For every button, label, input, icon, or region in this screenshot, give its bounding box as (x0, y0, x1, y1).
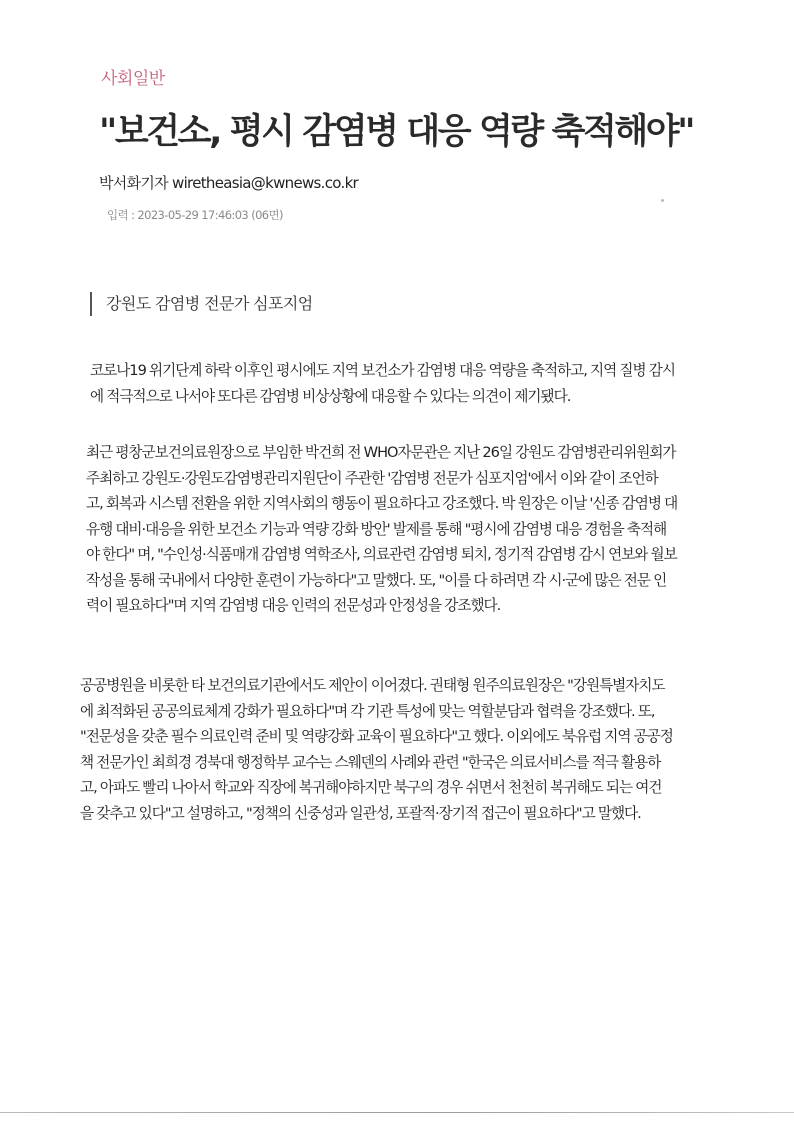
paragraph-line: 에 최적화된 공공의료체계 강화가 필요하다"며 각 기관 특성에 맞는 역할분담과 협력을 강조했다. 또, (80, 702, 655, 720)
article-paragraph-2 (86, 440, 736, 619)
paragraph-line: 에 적극적으로 나서야 또다른 감염병 비상상황에 대응할 수 있다는 의견이 제기됐다. (90, 387, 571, 405)
paragraph-line: 유행 대비·대응을 위한 보건소 기능과 역량 강화 방안' 발제를 통해 "평시에 감염병 대응 경험을 축적해 (86, 520, 667, 538)
paragraph-line: 을 갖추고 있다"고 설명하고, "정책의 신중성과 일관성, 포괄적·장기적 접근이 필요하다"고 말했다. (80, 804, 641, 822)
paragraph-line: 코로나19 위기단계 하락 이후인 평시에도 지역 보건소가 감염병 대응 역량을 축적하고, 지역 질병 감시 (90, 362, 675, 379)
paragraph-line: 주최하고 강원도·강원도감염병관리지원단이 주관한 '감염병 전문가 심포지엄'에서 이와 같이 조언하 (86, 469, 658, 487)
paragraph-line: 공공병원을 비롯한 타 보건의료기관에서도 제안이 이어졌다. 권태형 원주의료원장은 "강원특별자치도 (80, 677, 665, 694)
article-paragraph-3 (80, 673, 730, 826)
paragraph-line: 고, 회복과 시스템 전환을 위한 지역사회의 행동이 필요하다고 강조했다. 박 원장은 이날 '신종 감염병 대 (86, 495, 678, 512)
scan-speck (661, 199, 664, 202)
article-headline: "보건소, 평시 감염병 대응 역량 축적해야" (99, 112, 694, 152)
paragraph-line: 력이 필요하다"며 지역 감염병 대응 인력의 전문성과 안정성을 강조했다. (86, 597, 501, 614)
article-subhead: 강원도 감염병 전문가 심포지엄 (90, 292, 313, 316)
article-paragraph-1 (90, 358, 740, 409)
paragraph-line: "전문성을 갖춘 필수 의료인력 준비 및 역량강화 교육이 필요하다"고 했다. 이외에도 북유럽 지역 공공정 (80, 728, 673, 745)
paragraph-line: 작성을 통해 국내에서 다양한 훈련이 가능하다"고 말했다. 또, "이를 다 하려면 각 시·군에 많은 전문 인 (86, 571, 667, 589)
paragraph-line: 야 한다" 며, "수인성·식품매개 감염병 역학조사, 의료관련 감염병 퇴치, 정기적 감염병 감시 연보와 월보 (86, 546, 677, 563)
article-byline: 박서화기자 wiretheasia@kwnews.co.kr (99, 174, 359, 192)
scan-edge-line (0, 1112, 794, 1113)
article-dateline: 입력 : 2023-05-29 17:46:03 (06면) (107, 208, 283, 222)
paragraph-line: 책 전문가인 최희경 경북대 행정학부 교수는 스웨덴의 사례와 관련 "한국은 의료서비스를 적극 활용하 (80, 753, 661, 771)
article-category: 사회일반 (101, 69, 165, 89)
paragraph-line: 최근 평창군보건의료원장으로 부임한 박건희 전 WHO자문관은 지난 26일 강원도 감염병관리위원회가 (86, 444, 676, 461)
paragraph-line: 고, 아파도 빨리 나아서 학교와 직장에 복귀해야하지만 북구의 경우 쉬면서 천천히 복귀해도 되는 여건 (80, 779, 662, 796)
